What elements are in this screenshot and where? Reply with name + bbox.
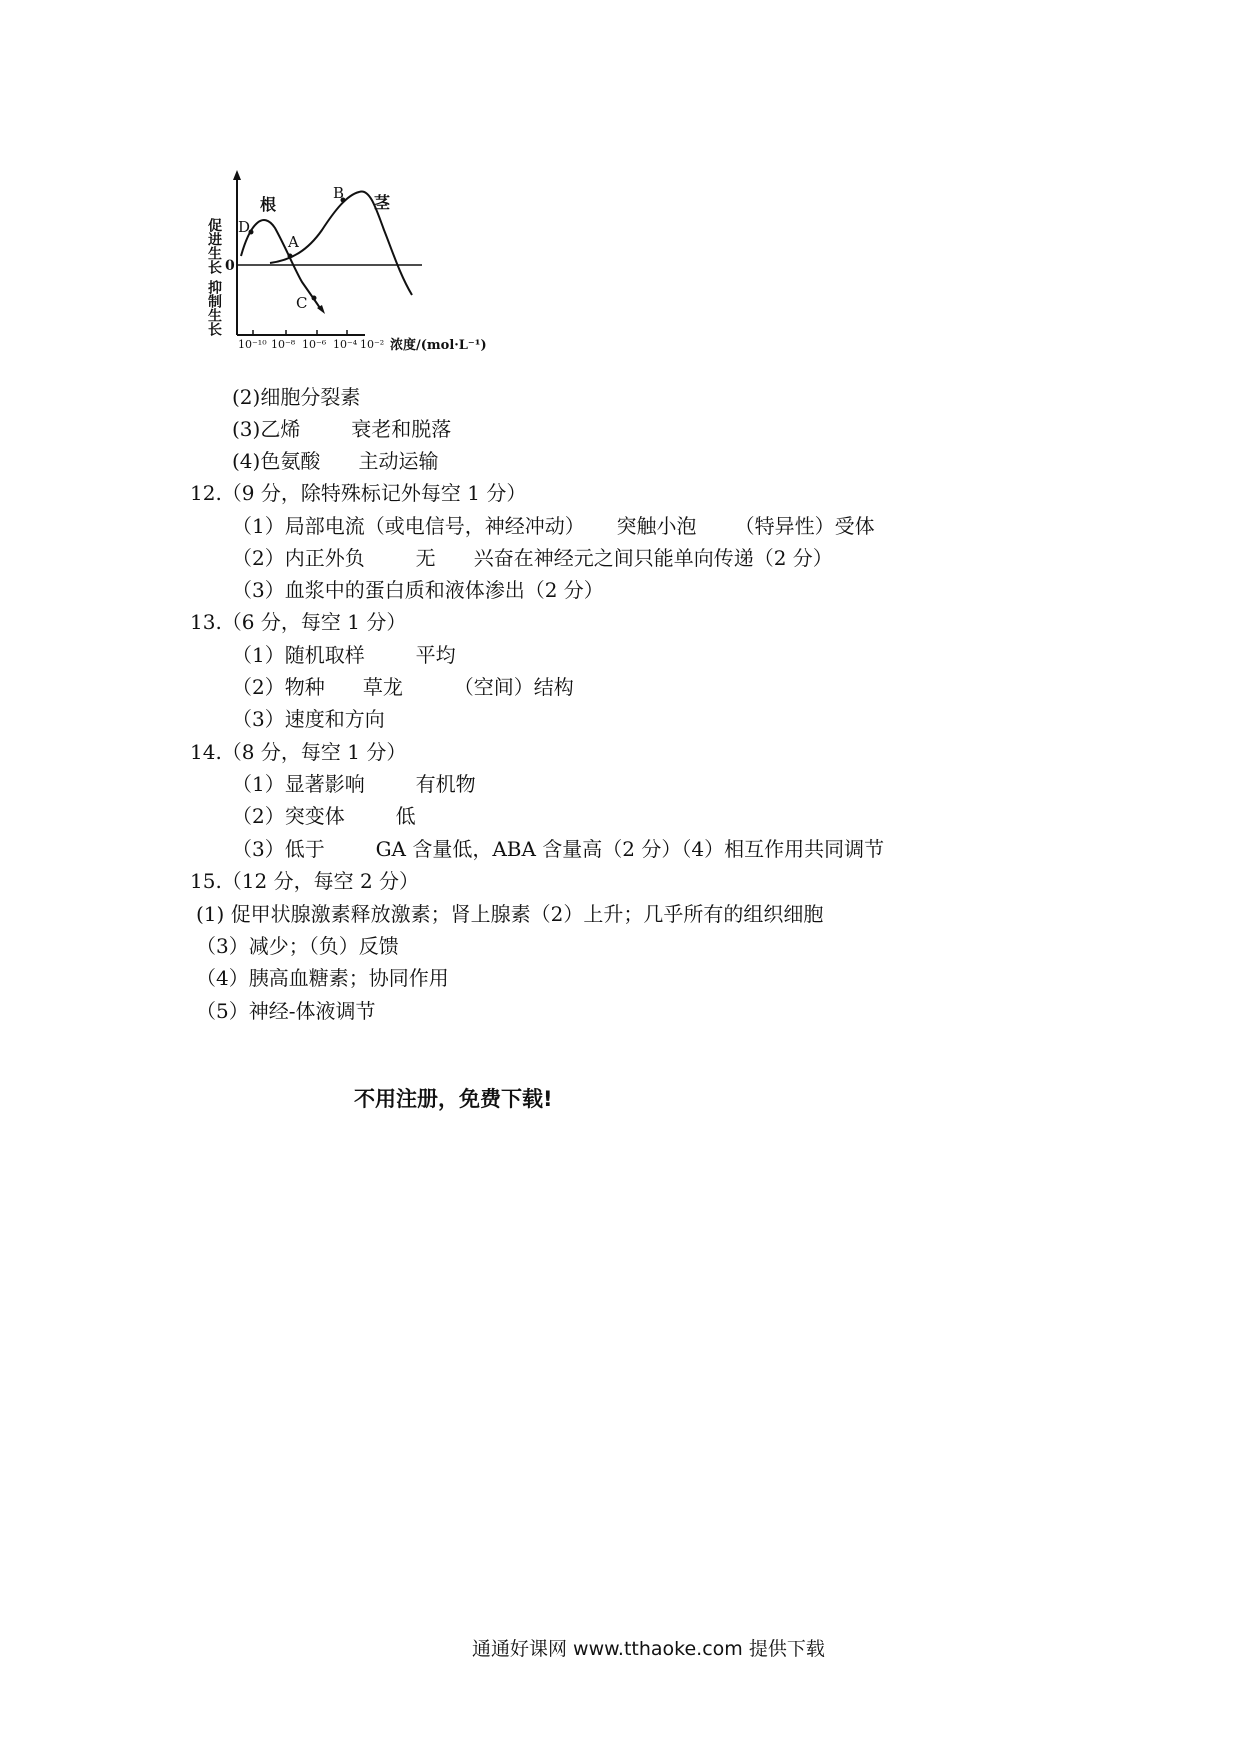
y-label-top: 促进生长 (206, 218, 222, 274)
label-b: B (333, 184, 345, 202)
promo-text: 不用注册，免费下载! (354, 1087, 553, 1111)
answer-line: (2)细胞分裂素 (232, 385, 361, 409)
answer-line: (4)色氨酸 主动运输 (232, 449, 439, 473)
x-tick-5: 10⁻² (360, 338, 385, 351)
label-c: C (296, 294, 308, 312)
answer-line: （3）低于 GA 含量低，ABA 含量高（2 分）（4）相互作用共同调节 (232, 837, 885, 861)
label-d: D (238, 218, 251, 236)
x-tick-4: 10⁻⁴ (333, 338, 358, 351)
footer-credit: 通通好课网 www.tthaoke.com 提供下载 (472, 1638, 825, 1660)
x-tick-3: 10⁻⁶ (302, 338, 327, 351)
answer-line: （3）血浆中的蛋白质和液体渗出（2 分） (232, 578, 604, 602)
answer-line: （5）神经-体液调节 (196, 999, 376, 1023)
answer-line: （2）突变体 低 (232, 804, 416, 828)
x-axis-label: 浓度/(mol·L⁻¹) (390, 338, 487, 353)
answer-line: （3）速度和方向 (232, 707, 385, 731)
question-heading: 14.（8 分，每空 1 分） (190, 740, 407, 764)
x-tick-1: 10⁻¹⁰ (238, 338, 267, 351)
y-label-bottom: 抑制生长 (206, 280, 222, 336)
answer-line: (3)乙烯 衰老和脱落 (232, 417, 452, 441)
question-heading: 15.（12 分，每空 2 分） (190, 869, 420, 893)
point-a (288, 254, 293, 259)
answer-line: （1）局部电流（或电信号，神经冲动） 突触小泡 （特异性）受体 (232, 514, 875, 538)
point-c (312, 296, 317, 301)
answer-line: (1) 促甲状腺激素释放激素；肾上腺素（2）上升；几乎所有的组织细胞 (196, 902, 824, 926)
x-tick-2: 10⁻⁸ (271, 338, 296, 351)
question-heading: 13.（6 分，每空 1 分） (190, 610, 407, 634)
origin-label: 0 (225, 258, 235, 274)
y-axis-arrow (233, 170, 241, 180)
auxin-concentration-figure (200, 170, 540, 360)
answer-line: （3）减少；（负）反馈 (196, 934, 399, 958)
label-a: A (288, 233, 299, 251)
answer-line: （2）物种 草龙 （空间）结构 (232, 675, 574, 699)
growth-curve-svg (200, 170, 540, 360)
root-label: 根 (260, 195, 277, 214)
question-heading: 12.（9 分，除特殊标记外每空 1 分） (190, 481, 527, 505)
stem-label: 茎 (374, 193, 391, 212)
answer-line: （2）内正外负 无 兴奋在神经元之间只能单向传递（2 分） (232, 546, 833, 570)
answer-line: （1）显著影响 有机物 (232, 772, 476, 796)
answer-line: （1）随机取样 平均 (232, 643, 456, 667)
answer-line: （4）胰高血糖素；协同作用 (196, 966, 449, 990)
